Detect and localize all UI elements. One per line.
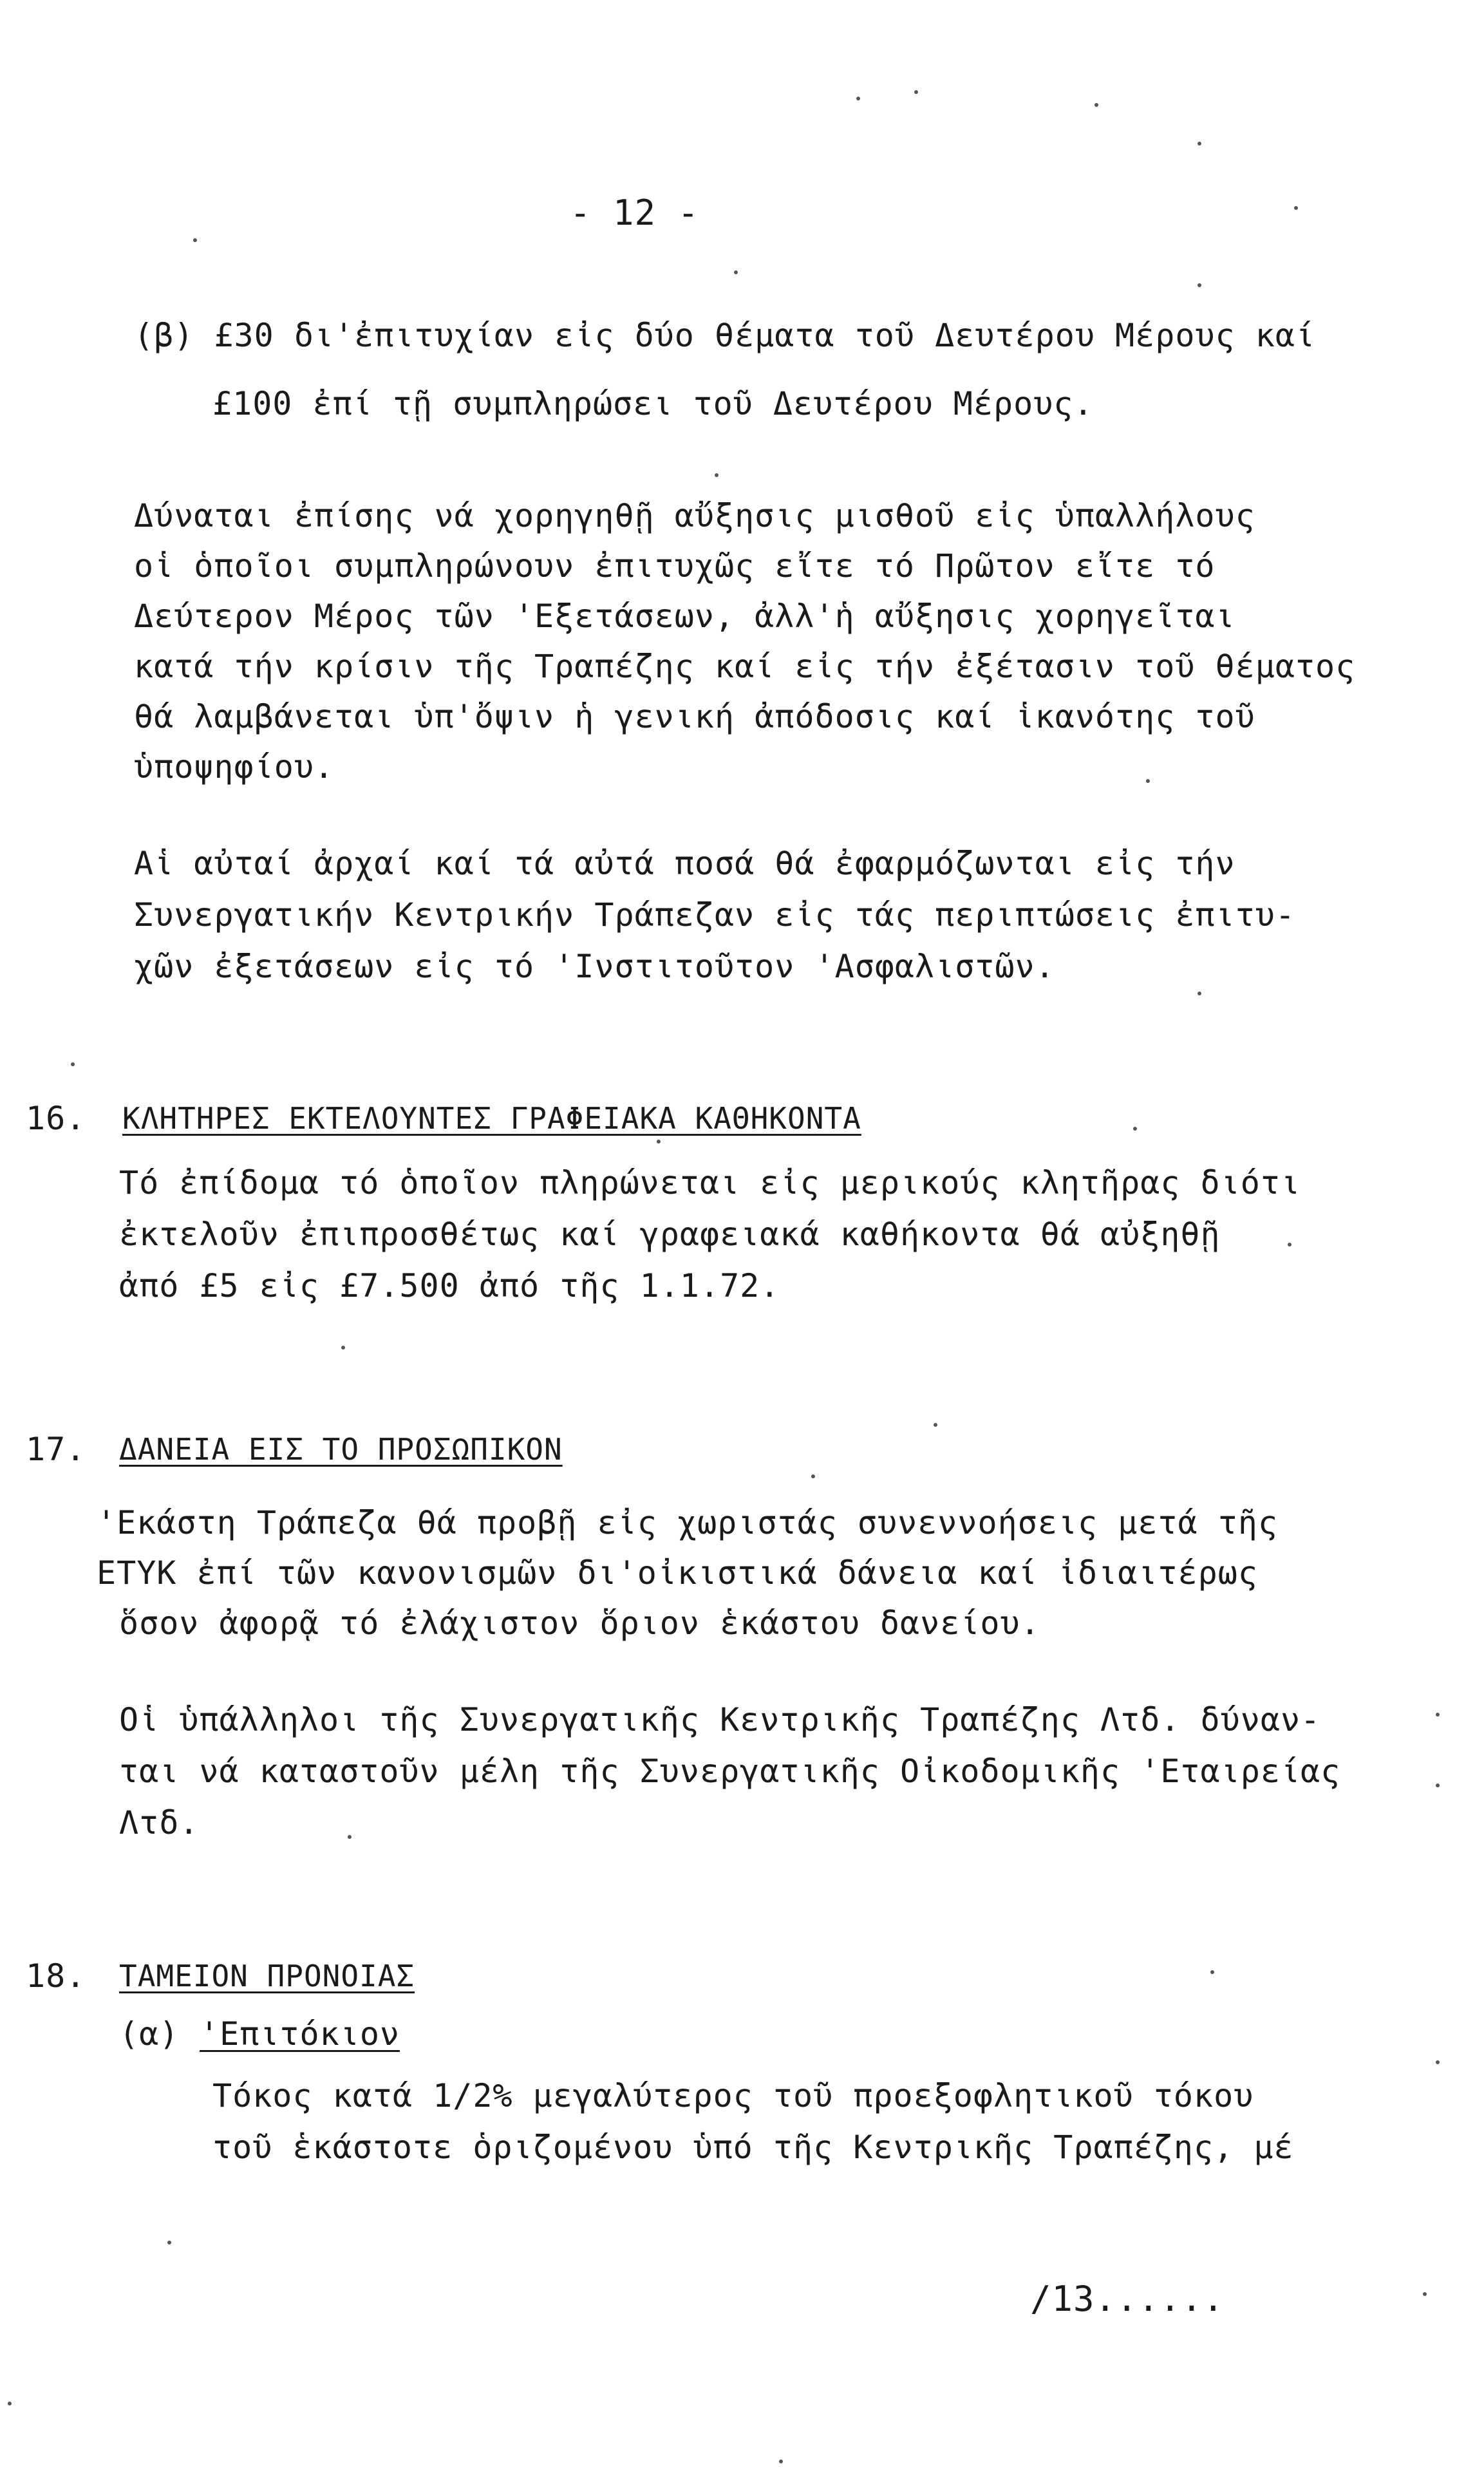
- section-number: 17.: [26, 1431, 86, 1468]
- section-title: ΔΑΝΕΙΑ ΕΙΣ ΤΟ ΠΡΟΣΩΠΙΚΟΝ: [119, 1432, 563, 1467]
- paragraph-line: Δεύτερον Μέρος τῶν 'Εξετάσεων, ἀλλ'ἡ αὔξησις χορηγεῖται: [134, 597, 1235, 635]
- paragraph-line: θά λαμβάνεται ὑπ'ὄψιν ἡ γενική ἀπόδοσις καί ἱκανότης τοῦ: [134, 698, 1255, 735]
- paragraph-line: ἀπό £5 εἰς £7.500 ἀπό τῆς 1.1.72.: [119, 1267, 780, 1304]
- paragraph-line: Τό ἐπίδομα τό ὁποῖον πληρώνεται εἰς μερικούς κλητῆρας διότι: [119, 1164, 1301, 1201]
- paragraph-line: ἐκτελοῦν ἐπιπροσθέτως καί γραφειακά καθήκοντα θά αὐξηθῇ: [119, 1216, 1221, 1253]
- scan-speck: [341, 1346, 345, 1350]
- paragraph-line: ται νά καταστοῦν μέλη τῆς Συνεργατικῆς Οἰκοδομικῆς 'Εταιρείας: [119, 1753, 1341, 1790]
- scan-speck: [193, 238, 197, 242]
- scan-speck: [1436, 1783, 1440, 1787]
- scan-speck: [1198, 992, 1201, 995]
- scan-speck: [734, 270, 738, 274]
- paragraph-line: ὑποψηφίου.: [134, 748, 335, 786]
- scan-speck: [1198, 142, 1201, 146]
- scan-speck: [914, 90, 918, 94]
- scan-speck: [8, 2402, 12, 2405]
- intro-line: £100 ἐπί τῇ συμπληρώσει τοῦ Δευτέρου Μέρους.: [212, 385, 1094, 422]
- scan-speck: [657, 1140, 661, 1143]
- scan-speck: [167, 2241, 171, 2244]
- scan-speck: [1094, 103, 1098, 107]
- footer-continuation: /13......: [1030, 2279, 1225, 2319]
- paragraph-line: ὅσον ἀφορᾷ τό ἐλάχιστον ὅριον ἑκάστου δανείου.: [119, 1604, 1040, 1642]
- paragraph-line: Λτδ.: [119, 1804, 200, 1841]
- sub-label: (α): [119, 2015, 180, 2053]
- scan-speck: [1210, 1970, 1214, 1974]
- scan-speck: [71, 1062, 75, 1066]
- paragraph-line: Δύναται ἐπίσης νά χορηγηθῇ αὔξησις μισθοῦ εἰς ὑπαλλήλους: [134, 497, 1255, 534]
- paragraph-line: Τόκος κατά 1/2% μεγαλύτερος τοῦ προεξοφλητικοῦ τόκου: [212, 2077, 1254, 2114]
- section-number: 16.: [26, 1100, 86, 1137]
- paragraph-line: Συνεργατικήν Κεντρικήν Τράπεζαν εἰς τάς περιπτώσεις ἐπιτυ-: [134, 896, 1295, 934]
- sub-title: 'Επιτόκιον: [200, 2015, 400, 2053]
- scan-speck: [1146, 779, 1150, 783]
- scan-speck: [1436, 2060, 1440, 2064]
- section-number: 18.: [26, 1957, 86, 1995]
- scan-speck: [1436, 1713, 1440, 1717]
- scan-speck: [934, 1423, 937, 1427]
- scan-speck: [1294, 206, 1298, 210]
- scan-speck: [1423, 2292, 1427, 2296]
- paragraph-line: 'Εκάστη Τράπεζα θά προβῇ εἰς χωριστάς συνεννοήσεις μετά τῆς: [97, 1504, 1279, 1541]
- paragraph-line: ΕΤΥΚ ἐπί τῶν κανονισμῶν δι'οἰκιστικά δάνεια καί ἰδιαιτέρως: [97, 1554, 1258, 1592]
- scan-speck: [811, 1474, 815, 1478]
- scan-speck: [1288, 1243, 1291, 1247]
- paragraph-line: χῶν ἐξετάσεων εἰς τό 'Ινστιτοῦτον 'Ασφαλιστῶν.: [134, 948, 1055, 985]
- scan-speck: [715, 473, 719, 477]
- scan-speck: [348, 1835, 352, 1839]
- scan-speck: [1133, 1127, 1137, 1131]
- section-title: ΤΑΜΕΙΟΝ ΠΡΟΝΟΙΑΣ: [119, 1959, 415, 1993]
- scan-speck: [779, 2460, 783, 2463]
- scan-speck: [856, 97, 860, 100]
- paragraph-line: Οἱ ὑπάλληλοι τῆς Συνεργατικῆς Κεντρικῆς Τραπέζης Λτδ. δύναν-: [119, 1701, 1321, 1738]
- paragraph-line: κατά τήν κρίσιν τῆς Τραπέζης καί εἰς τήν ἐξέτασιν τοῦ θέματος: [134, 648, 1356, 685]
- paragraph-line: οἱ ὁποῖοι συμπληρώνουν ἐπιτυχῶς εἴτε τό Πρῶτον εἴτε τό: [134, 547, 1216, 585]
- paragraph-line: Αἱ αὐταί ἀρχαί καί τά αὐτά ποσά θά ἐφαρμόζωνται εἰς τήν: [134, 845, 1235, 882]
- page-number: - 12 -: [570, 193, 700, 233]
- section-title: ΚΛΗΤΗΡΕΣ ΕΚΤΕΛΟΥΝΤΕΣ ΓΡΑΦΕΙΑΚΑ ΚΑΘΗΚΟΝΤΑ: [122, 1101, 861, 1136]
- scan-speck: [1198, 283, 1201, 287]
- intro-line: (β) £30 δι'ἐπιτυχίαν εἰς δύο θέματα τοῦ Δευτέρου Μέρους καί: [134, 317, 1316, 354]
- paragraph-line: τοῦ ἑκάστοτε ὁριζομένου ὑπό τῆς Κεντρικῆς Τραπέζης, μέ: [212, 2129, 1294, 2166]
